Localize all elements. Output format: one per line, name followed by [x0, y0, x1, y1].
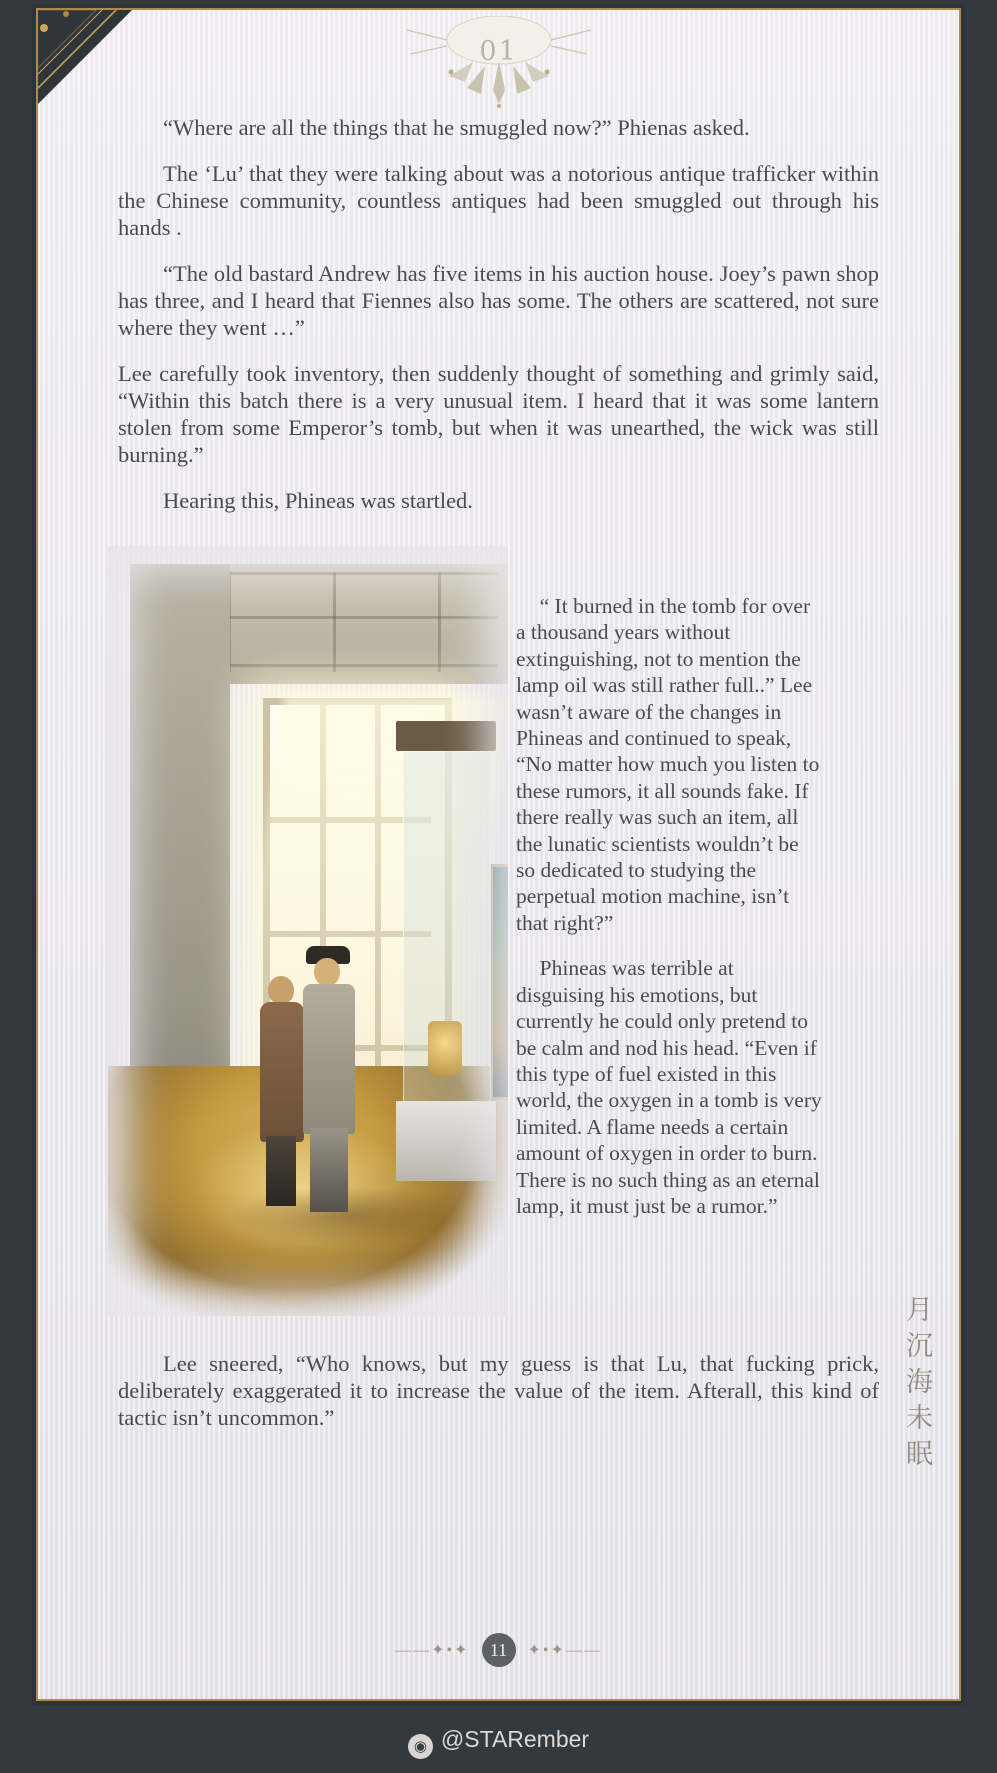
illustration — [108, 546, 508, 1316]
page-number: 11 — [482, 1633, 516, 1667]
paragraph: Lee sneered, “Who knows, but my guess is that Lu, that fucking prick, deliberately exaggerated it to increase the value of the item. Afterall, this kind of tactic isn’t uncommon.” — [118, 1351, 879, 1430]
footer-ornament-right-icon: ✦•✦—— — [527, 1642, 602, 1659]
paragraph: “ It burned in the tomb for over a thousand years without extinguishing, not to mention the lamp oil was still rather full..” Lee wasn’t aware of the changes in Phineas and continued to speak, “No matter how much you listen to these rumors, it all sounds fake. If there really was such an item, all the lunatic scientists wouldn’t be so dedicated to studying the perpetual motion machine, isn’t that right?” — [516, 594, 820, 935]
footer-ornament-left-icon: ——✦•✦ — [395, 1642, 470, 1659]
paragraph: “Where are all the things that he smuggled now?” Phienas asked. — [163, 115, 750, 140]
illustration-vignette — [108, 546, 508, 1316]
chapter-number: 01 — [479, 36, 518, 67]
watermark — [0, 1726, 997, 1759]
paragraph: Hearing this, Phineas was startled. — [163, 488, 473, 513]
paragraph: “The old bastard Andrew has five items in his auction house. Joey’s pawn shop has three, and I heard that Fiennes also has some. The others are scattered, not sure where they went …” — [118, 261, 879, 340]
watermark-handle: @STARember — [440, 1726, 590, 1752]
weibo-icon: ◉ — [408, 1734, 433, 1759]
paragraph: Lee carefully took inventory, then suddenly thought of something and grimly said, “Within this batch there is a very unusual item. I heard that it was some lantern stolen from some Emperor’s tomb, but when it was unearthed, the wick was still burning.” — [118, 361, 879, 467]
paragraph: The ‘Lu’ that they were talking about was a notorious antique trafficker within the Chinese community, countless antiques had been smuggled out through his hands . — [118, 161, 879, 240]
vertical-seal-text: 月沉海未眠 — [901, 1295, 932, 1475]
bottom-text-block — [118, 1350, 879, 1431]
paragraph: Phineas was terrible at disguising his emotions, but currently he could only pretend to be calm and nod his head. “Even if this type of fuel existed in this world, the oxygen in a tomb is very limited. A flame needs a certain amount of oxygen in order to burn. There is no such thing as an eternal lamp, it must just be a rumor.” — [516, 956, 822, 1218]
page-footer — [38, 1633, 959, 1673]
right-text-column — [516, 593, 823, 1238]
chapter-header — [38, 16, 959, 106]
top-text-block — [118, 114, 879, 533]
page-paper — [36, 8, 961, 1701]
